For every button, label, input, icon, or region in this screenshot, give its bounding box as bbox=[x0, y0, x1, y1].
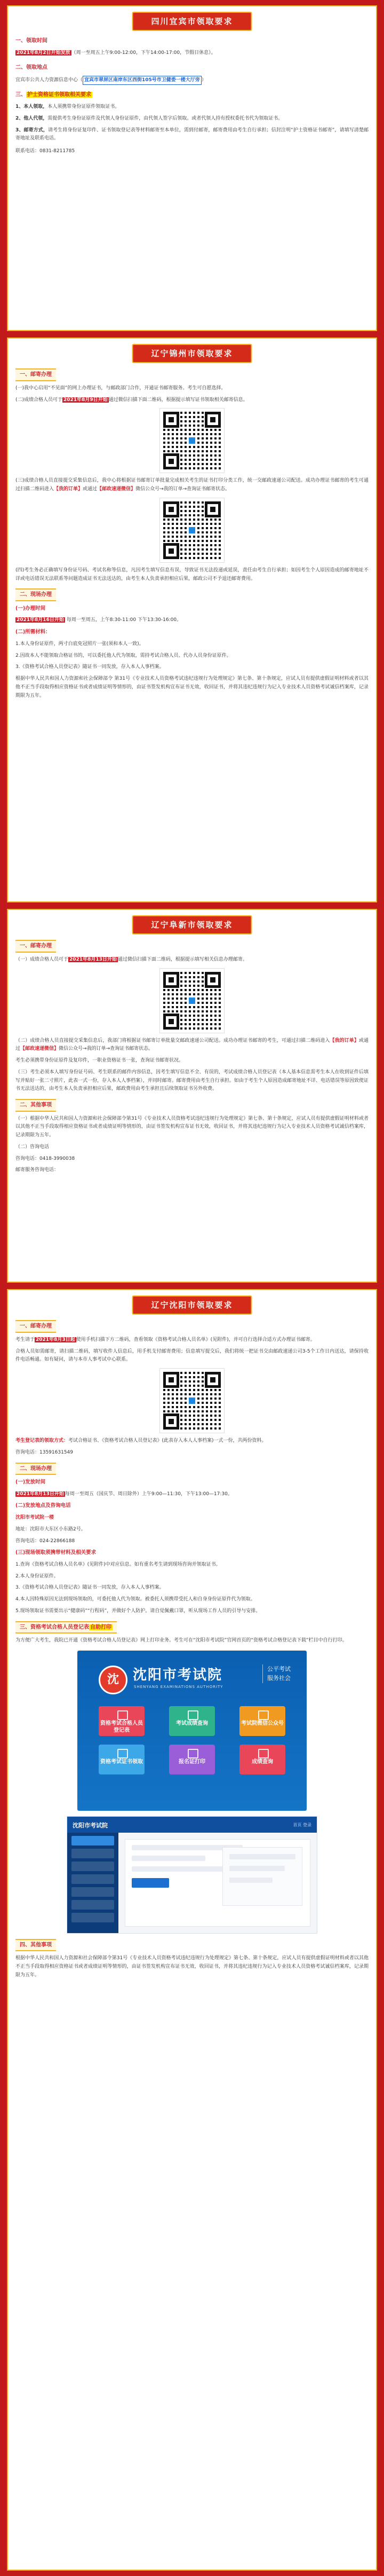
paragraph-time: 2021年8月2日开始发放 （周一至周五上午9:00-12:00，下午14:00-17:00，节假日休息）。 bbox=[17, 50, 216, 56]
highlight-date: 2021年8月13日开始 bbox=[69, 956, 117, 962]
website-print-button[interactable] bbox=[132, 1878, 169, 1888]
paragraph: 根据中华人民共和国人力资源和社会保障部令第31号《专业技术人员资格考试违纪违规行为处理规定》第七条、第十条规定，应试人员有提供虚假证明材料或者以其他不正当手段取得相应资格证书或者成绩证明等情形的，由证书签发机构宣布证书无效，收回证书，并将其违纪违规行为记入专业技术人员资格考试诚信档案库，记录期限为五年。 bbox=[15, 1955, 369, 1978]
paragraph: 考生必须携带身份证原件及复印件，一职业资格证书一张，查询证书邮寄状况。 bbox=[15, 1058, 184, 1063]
section-heading: 一、领取时间 bbox=[15, 38, 47, 44]
sub-heading: (二)所需材料： bbox=[15, 629, 51, 635]
paragraph: 2、他人代领，需提供考生身份证原件及代领人身份证原件，由代领人签字后领取。或者代领人持有授权委托书代为领取证书。 bbox=[15, 115, 283, 121]
paragraph-time: 2021年8月16日开始 每周一至周五，上午8:30-11:00 下午13:30-16:00。 bbox=[17, 617, 182, 623]
paragraph-place: 宜宾市公共人力资源信息中心（ 宜宾市翠屏区南岸东区西街105号市卫健委一楼大厅旁 ） bbox=[15, 76, 369, 85]
banner-name: 沈阳市考试院 bbox=[133, 1667, 223, 1683]
paragraph: 2.因故本人不能领取合格证书的，可以委托他人代为领取，需持考试合格人员、代办人员身份证原件。 bbox=[15, 653, 231, 658]
qr-code-icon[interactable] bbox=[160, 409, 224, 473]
sub-heading: (一)办理时间 bbox=[15, 605, 46, 611]
contact-phone: 咨询电话：024-22866188 bbox=[15, 1538, 75, 1544]
section-heading: 一、邮寄办理 bbox=[15, 940, 56, 953]
paragraph: 合格人员如需邮寄，请扫描二维码，填写收件人信息后，用手机支付邮寄费用；信息填写提交后，我们将统一把证书交由邮政速递公司3-5个工作日内送达，请保持收件电话畅通。如有疑问，请与本市人事考试中心联系。 bbox=[15, 1348, 369, 1363]
card-title: 四川宜宾市领取要求 bbox=[132, 12, 252, 31]
section-heading: 三、资格考试合格人员登记表 自助打印 bbox=[15, 1621, 117, 1634]
section-heading: 二、现场办理 bbox=[15, 1463, 56, 1475]
section-heading: 一、邮寄办理 bbox=[15, 368, 56, 381]
card-title: 辽宁沈阳市领取要求 bbox=[132, 1295, 252, 1315]
contact-phone: 咨询电话：13591631549 bbox=[15, 1449, 73, 1455]
paragraph: 4.本人因特殊原因无法到现场领取的，可委托他人代为领取。被委托人须携带受托人和自身身份证原件代为领取。 bbox=[15, 1597, 255, 1603]
paragraph: （三）考生必须本人填写身份证号码、考生联系的邮件内容信息，因考生填写信息不全、有误的，考试成绩合格人员登记表（本人基本信息需考生本人在收到证件后填写并贴好一张二寸照片，此表一式一份，存入本人人事档案），并同时邮寄。邮寄费用由考生自行承担。如由于考生个人原因造成邮寄地址不详、电话错误等原因致使证书无法送达的，由考生本人负责承担相应后果，邮政费用由考生承担且后续领取证书另外收费。 bbox=[15, 1069, 369, 1092]
paragraph: 3.《资格考试合格人员登记表》随证书一同发放，存入本人人事档案。 bbox=[15, 1585, 164, 1591]
sub-heading: (二)发放地点及咨询电话 bbox=[15, 1503, 71, 1509]
card-sichuan-yibin bbox=[7, 5, 377, 331]
highlight-date: 2021年8月13日开始 bbox=[17, 1491, 64, 1497]
qr-code-icon[interactable] bbox=[160, 969, 224, 1033]
paragraph: (四)考生务必正确填写身份证号码、考试名称等信息，凡因考生填写信息有误，导致证书无法投递或延误，责任由考生自行承担；如因考生个人原因造成的邮寄地址不详或电话错误无法联系等问题造成证书无法送达的，由考生本人负责承担相应后果，邮政公司不予退还邮寄费用。 bbox=[15, 567, 369, 582]
paragraph: 为方便广大考生，我院已开通《资格考试合格人员登记表》网上打印业务。考生可在“沈阳市考试院”官网首页的“资格考试合格登记表下载”栏目中自行打印。 bbox=[15, 1638, 347, 1644]
section-heading: 二、领取地点 bbox=[15, 64, 47, 70]
sub-heading: (三)现场领取须携带材料及相关要求 bbox=[15, 1550, 97, 1556]
place-title: 沈阳市考试院一楼 bbox=[15, 1515, 54, 1520]
section-heading: 二、现场办理 bbox=[15, 588, 56, 601]
highlight-date: 2021年8月9日开始 bbox=[63, 397, 108, 403]
paragraph: 1、本人领取，本人须携带身份证原件领取证书。 bbox=[15, 104, 120, 109]
paragraph: （一）根据中华人民共和国人力资源和社会保障部令第31号《专业技术人员资格考试违纪违规行为处理规定》第七条、第十条规定，应试人员有提供虚假证明材料或者以其他不正当手段取得相应资格证书或者成绩证明等情形的，由证书签发机构宣布证书无效，收回证书，并将其违纪违规行为记入专业技术人员资格考试诚信档案库，记录期限为五年。 bbox=[15, 1116, 369, 1138]
banner-english-name: SHENYANG EXAMINATIONS AUTHORITY bbox=[134, 1684, 223, 1689]
tile-registration-form[interactable]: 资格考试合格人员登记表 bbox=[99, 1706, 145, 1736]
card-liaoning-fuxin bbox=[7, 909, 377, 1283]
paragraph: 根据中华人民共和国人力资源和社会保障部令 第31号《专业技术人员资格考试违纪违规行为处理规定》第七条、第十条规定，应试人员有提供虚假证明材料或者以其他不正当手段取得相应资格证书或者成绩证明等情形的，由证书签发机构宣布证书无效，收回证书，并将其违纪违规行为记入专业技术人员资格考试诚信档案库，记录期限为五年。 bbox=[15, 676, 369, 698]
paragraph: （一）成绩合格人员可于 2021年8月13日开始 通过微信扫描下面二维码，根据提示填写相关信息办理邮寄。 bbox=[15, 956, 247, 962]
paragraph: 考生登记表的领取方式：考试合格证书、《资格考试合格人员登记表》(此表存入本人人事档案)一式一份，共两份资料。 bbox=[15, 1438, 267, 1443]
paragraph: （二）咨询电话 bbox=[15, 1144, 50, 1150]
contact-phone: 联系电话：0831-8211785 bbox=[15, 148, 75, 154]
card-title: 辽宁阜新市领取要求 bbox=[132, 915, 252, 934]
tile-certificate-pickup[interactable]: 资格考试证书领取 bbox=[99, 1745, 145, 1774]
tile-score-query[interactable]: 考试成绩查询 bbox=[169, 1706, 215, 1736]
banner-slogan: 公平考试 服务社会 bbox=[262, 1664, 291, 1683]
website-header: 沈阳市考试院 首页 登录 bbox=[67, 1817, 317, 1833]
card-title: 辽宁锦州市领取要求 bbox=[132, 344, 252, 363]
shenyang-exam-logo-icon: 沈 bbox=[99, 1666, 127, 1694]
paragraph: (二)成绩合格人员可于 2021年8月9日开始 通过微信扫描下面二维码，根据提示填写证书领取相关邮寄信息。 bbox=[15, 397, 248, 403]
website-sidebar bbox=[67, 1833, 118, 1933]
contact-phone: 咨询电话：0418-3990038 bbox=[15, 1156, 75, 1161]
tile-wechat-account[interactable]: 考试院微信公众号 bbox=[239, 1706, 285, 1736]
sub-heading: (一)发放时间 bbox=[15, 1479, 46, 1485]
shenyang-exam-banner bbox=[77, 1651, 307, 1811]
qr-code-icon[interactable] bbox=[160, 498, 224, 562]
website-screenshot bbox=[67, 1816, 317, 1934]
highlight-date: 2021年8月2日开始发放 bbox=[17, 50, 70, 56]
website-main-panel bbox=[125, 1839, 310, 1927]
address-highlight: 宜宾市翠屏区南岸东区西街105号市卫健委一楼大厅旁 bbox=[83, 76, 202, 85]
paragraph-time: 2021年8月13日开始 每周一至周五（国庆节、周日除外）上午9:00—11:30，下午13:00—17:30。 bbox=[17, 1491, 233, 1497]
section-heading: 一、邮寄办理 bbox=[15, 1320, 56, 1333]
section-heading: 三、 护士资格证书领取相关要求 bbox=[15, 92, 91, 98]
paragraph: （二）成绩合格人员直接提交采集信息后，我部门将根据证书邮寄订单批量交邮政速递公司配送。成功办理证书邮寄的考生，可通过扫描二维码进入【我的订单】或通过【邮政速递微信】微信公众号→我的订单→查询证书邮寄状态。 bbox=[15, 1038, 369, 1052]
tile-admission-print[interactable]: 报名证打印 bbox=[169, 1745, 215, 1774]
paragraph: 5.现场领取证书需要出示“健康码”“行程码”，并做好个人防护。请自觉佩戴口罩，听从现场工作人员的引导与安排。 bbox=[15, 1608, 261, 1614]
paragraph: 考生请于 2021年8月3日起 使用手机扫描下方二维码，查看领取《资格考试合格人员名单》(见附件)，并可自行选择合适方式办理证书邮寄。 bbox=[15, 1337, 315, 1342]
paragraph: 1.查询《资格考试合格人员名单》(见附件)中对应信息。如有重名考生请到现场咨询并领取证书。 bbox=[15, 1561, 221, 1567]
address: 地址：沈阳市大东区小东路2号。 bbox=[15, 1526, 86, 1532]
section-heading: 四、其他事项 bbox=[15, 1939, 56, 1952]
paragraph: 1.本人身份证原件，两寸白底免冠照片一张(须和本人一致)。 bbox=[15, 641, 144, 647]
paragraph: 邮寄服务咨询电话： bbox=[15, 1167, 59, 1173]
highlight-date: 2021年8月3日起 bbox=[36, 1337, 75, 1342]
paragraph: 3、邮寄方式，请考生将身份证复印件、证书领取登记表等材料邮寄至本单位，需到付邮寄，邮寄费用由考生自行承担；信封注明“护士资格证书邮寄”，请填写清楚邮寄地址及联系电话。 bbox=[15, 127, 369, 142]
card-liaoning-shenyang bbox=[7, 1289, 377, 2571]
highlight-date: 2021年8月16日开始 bbox=[17, 617, 64, 623]
paragraph: 2.本人身份证原件。 bbox=[15, 1573, 59, 1579]
tile-result-query[interactable]: 成绩查询 bbox=[239, 1745, 285, 1774]
section-heading: 二、其他事项 bbox=[15, 1099, 56, 1112]
paragraph: (一)我中心启用“不见面”的网上办理证书，与邮政部门合作，开通证书邮寄服务。考生可自愿选择。 bbox=[15, 385, 226, 391]
qr-code-icon[interactable] bbox=[160, 1369, 224, 1433]
paragraph: (三)成绩合格人员直接提交采集信息后，我中心将根据证书邮寄订单批量完成相关考生的证书打印分类工作，统一交邮政速递公司配送。成功办理证书邮寄的考生可通过扫描二维码进入【我的订单】或通过【邮政速递微信】微信公众号→我的订单→查询证书邮寄状态。 bbox=[15, 478, 369, 492]
card-liaoning-jinzhou bbox=[7, 337, 377, 902]
paragraph: 3.《资格考试合格人员登记表》随证书一同发放，存入本人人事档案。 bbox=[15, 664, 164, 670]
